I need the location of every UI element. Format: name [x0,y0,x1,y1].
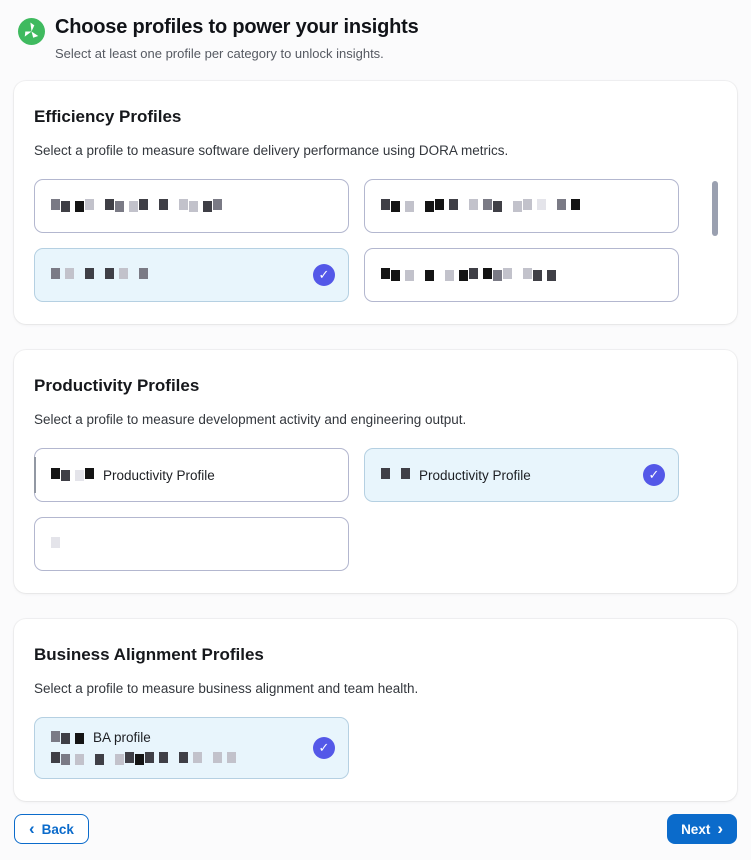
section-title: Efficiency Profiles [34,107,182,126]
profile-card[interactable] [34,179,349,233]
section-efficiency [14,81,737,324]
redacted-text [51,537,61,551]
section-business-alignment [14,619,737,801]
scrollbar-thumb[interactable] [712,181,718,236]
redacted-text [51,468,95,482]
profile-card[interactable] [34,248,349,302]
page-header [0,0,751,61]
profile-card[interactable] [364,248,679,302]
chevron-left-icon: ‹ [29,818,35,838]
text-cursor-artifact [34,457,36,493]
profile-card-label: Productivity Profile [103,467,215,483]
redacted-text [381,199,581,213]
profile-sections [0,81,751,801]
profile-card-label: Productivity Profile [419,467,531,483]
profile-card[interactable] [364,179,679,233]
section-title: Business Alignment Profiles [34,645,264,664]
pinwheel-logo-icon [18,18,45,45]
redacted-text [51,268,149,282]
page-title: Choose profiles to power your insights [55,16,419,38]
redacted-text [51,731,85,745]
redacted-text [51,199,223,213]
section-description: Select a profile to measure development activity and engineering output. [34,412,467,427]
section-productivity [14,350,737,593]
redacted-text [381,468,411,482]
profile-card-label: BA profile [93,730,151,745]
selected-check-icon: ✓ [313,737,335,759]
selected-check-icon: ✓ [643,464,665,486]
redacted-text [381,268,557,282]
profile-card[interactable] [34,448,349,502]
page-subtitle: Select at least one profile per category to unlock insights. [55,46,384,61]
next-button-label: Next [681,821,711,837]
back-button[interactable] [14,814,89,844]
section-title: Productivity Profiles [34,376,200,395]
redacted-text [51,752,237,766]
profile-card[interactable] [34,717,349,779]
section-description: Select a profile to measure business alignment and team health. [34,681,419,696]
profile-card-grid [34,448,717,571]
profile-card-grid [34,179,717,302]
selected-check-icon: ✓ [313,264,335,286]
profile-card[interactable] [34,517,349,571]
section-description: Select a profile to measure software delivery performance using DORA metrics. [34,143,509,158]
back-button-label: Back [41,821,74,837]
chevron-right-icon: › [717,818,723,838]
profile-card-grid [34,717,717,779]
next-button[interactable] [667,814,737,844]
footer [0,814,751,860]
profile-card[interactable] [364,448,679,502]
